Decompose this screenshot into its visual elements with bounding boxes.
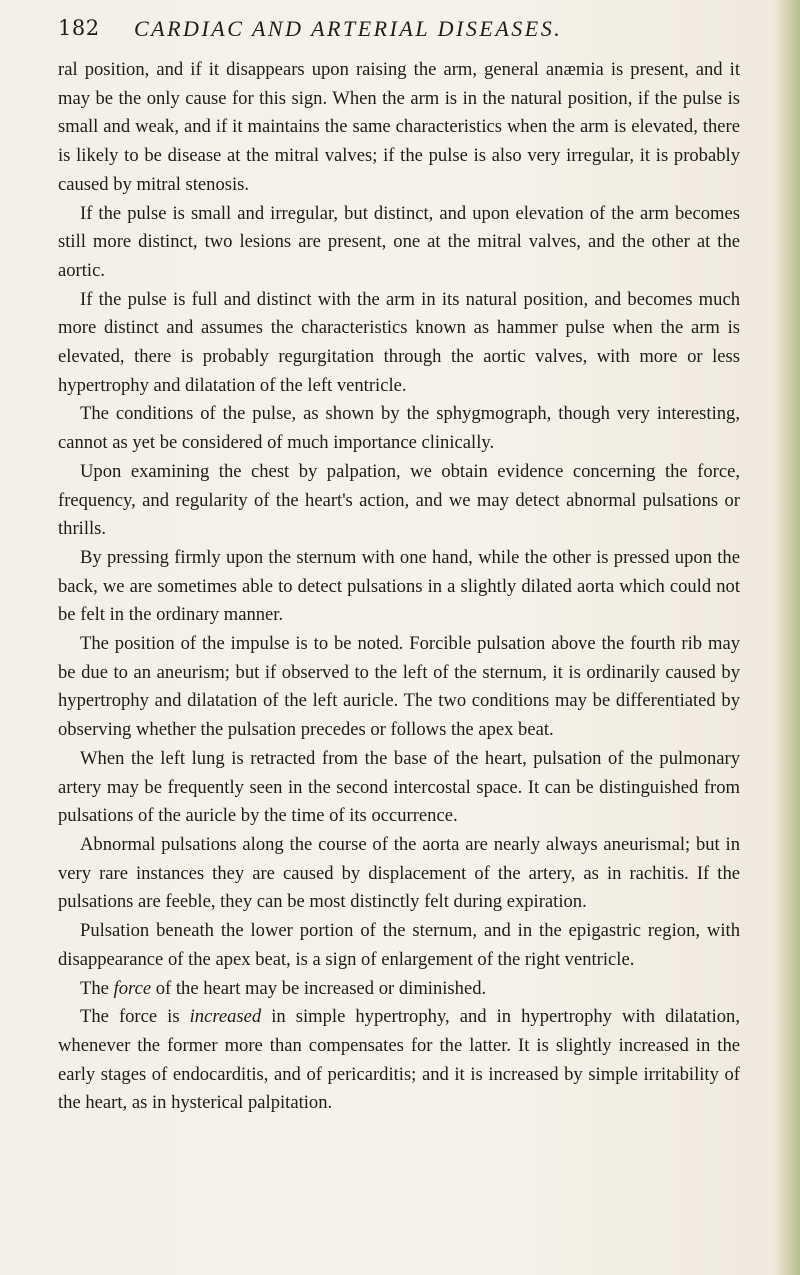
running-head: CARDIAC AND ARTERIAL DISEASES. xyxy=(134,16,563,41)
paragraph: The conditions of the pulse, as shown by the sphygmograph, though very interesting, cannot as yet be considered of much importance clinically. xyxy=(58,403,740,454)
paragraph: ral position, and if it disappears upon raising the arm, general anæmia is present, and it may be the only cause for this sign. When the arm is in the natural position, if the pulse is small and weak, and if it maintains the same characteristics when the arm is elevated, there is likely to be disease at the mitral valves; if the pulse is also very irregular, it is probably caused by mitral stenosis. xyxy=(58,59,740,195)
body-text xyxy=(58,56,740,1118)
paragraph xyxy=(58,975,740,1004)
paragraph: By pressing firmly upon the sternum with one hand, while the other is pressed upon the back, we are sometimes able to detect pulsations in a slightly dilated aorta which could not be felt in the ordinary manner. xyxy=(58,546,740,626)
paragraph: Abnormal pulsations along the course of the aorta are nearly always aneurismal; but in very rare instances they are caused by displacement of the artery, as in rachitis. If the pulsations are feeble, they can be most distinctly felt during expiration. xyxy=(58,833,740,913)
text-run: of the heart may be increased or diminished. xyxy=(151,977,487,999)
page-number: 182 xyxy=(58,16,100,40)
paragraph: If the pulse is small and irregular, but distinct, and upon elevation of the arm becomes still more distinct, two lesions are present, one at the mitral valves, and the other at the aortic. xyxy=(58,202,740,281)
paragraph: If the pulse is full and distinct with the arm in its natural position, and becomes much more distinct and assumes the characteristics known as hammer pulse when the arm is elevated, there is probably regurgitation through the aortic valves, with more or less hypertrophy and dilatation of the left ventricle. xyxy=(58,288,740,396)
italic-term: force xyxy=(113,977,152,999)
text-run: The force is xyxy=(80,1006,190,1028)
text-run: The xyxy=(80,977,114,999)
paragraph xyxy=(58,1003,740,1118)
italic-term: increased xyxy=(189,1006,262,1028)
text-run: in simple hypertrophy, and in hypertrophy with dilatation, whenever the former more than compensates for the latter. It is slightly increased in the early stages of endocarditis, and of pericarditis; and it is increased by simple irritability of the heart, as in hysterical palpitation. xyxy=(58,1006,740,1114)
page-header xyxy=(58,16,748,52)
page-edge xyxy=(774,0,800,1275)
paragraph: When the left lung is retracted from the base of the heart, pulsation of the pulmonary artery may be frequently seen in the second intercostal space. It can be distinguished from pulsations of the auricle by the time of its occurrence. xyxy=(58,747,740,827)
paragraph: Pulsation beneath the lower portion of the sternum, and in the epigastric region, with disappearance of the apex beat, is a sign of enlargement of the right ventricle. xyxy=(58,920,740,970)
paragraph: Upon examining the chest by palpation, we obtain evidence concerning the force, frequency, and regularity of the heart's action, and we may detect abnormal pulsations or thrills. xyxy=(58,460,740,540)
paragraph: The position of the impulse is to be noted. Forcible pulsation above the fourth rib may be due to an aneurism; but if observed to the left of the sternum, it is ordinarily caused by hypertrophy and dilatation of the left auricle. The two conditions may be differentiated by observing whether the pulsation precedes or follows the apex beat. xyxy=(58,633,740,741)
